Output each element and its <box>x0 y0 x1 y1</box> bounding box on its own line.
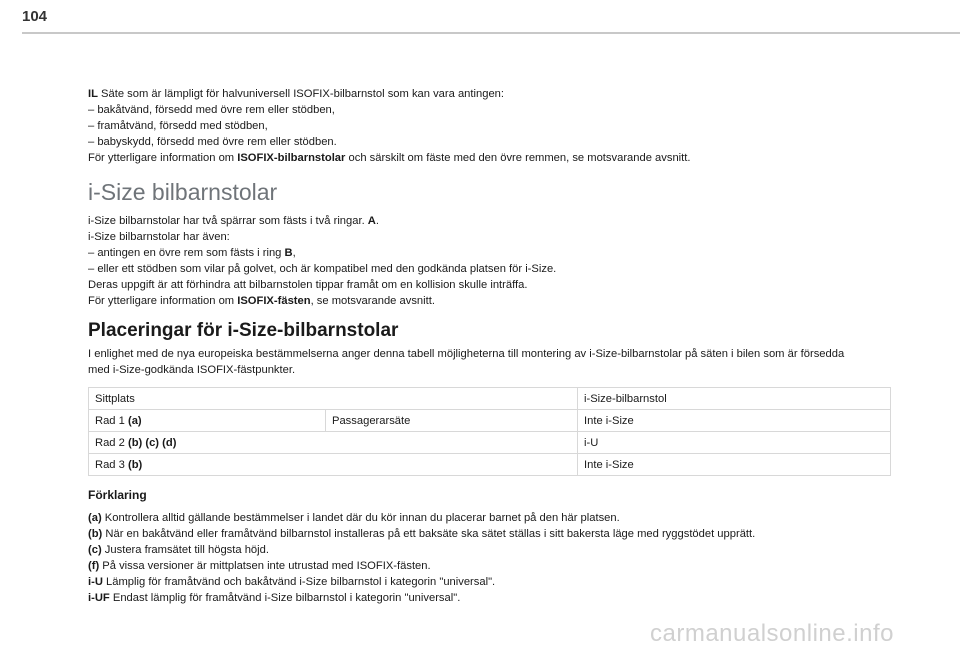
isize-line: – eller ett stödben som vilar på golvet, och är kompatibel med den godkända platsen för i-Size. <box>88 263 557 275</box>
table-cell-seat: Rad 1 (a) <box>89 410 326 432</box>
isize-line: – antingen en övre rem som fästs i ring B, <box>88 247 296 259</box>
isize-reference: För ytterligare information om ISOFIX-fästen, se motsvarande avsnitt. <box>88 295 435 307</box>
table-cell-seat: Rad 3 (b) <box>89 454 578 476</box>
page-content <box>88 86 893 606</box>
top-divider <box>22 32 960 34</box>
isofix-link-text: ISOFIX-bilbarnstolar <box>237 152 346 164</box>
intro-item: – framåtvänd, försedd med stödben, <box>88 120 268 132</box>
isize-line: i-Size bilbarnstolar har två spärrar som fästs i två ringar. A. <box>88 215 379 227</box>
table-row <box>89 432 891 454</box>
intro-line <box>88 86 893 102</box>
legend-item: (c) Justera framsätet till högsta höjd. <box>88 544 269 556</box>
table-header-isize: i-Size-bilbarnstol <box>578 388 891 410</box>
intro-text: Säte som är lämpligt för halvuniversell ISOFIX-bilbarnstol som kan vara antingen: <box>97 88 504 100</box>
table-header-row <box>89 388 891 410</box>
page-number: 104 <box>22 8 48 25</box>
isize-line: i-Size bilbarnstolar har även: <box>88 231 230 243</box>
legend-item: (a) Kontrollera alltid gällande bestämmelser i landet där du kör innan du placerar barnet på den här platsen. <box>88 512 620 524</box>
table-header-seat: Sittplats <box>89 388 578 410</box>
table-cell-value: i-U <box>578 432 891 454</box>
placement-paragraph: I enlighet med de nya europeiska bestämmelserna anger denna tabell möjligheterna till montering av i-Size-bilbarnstolar på säten i bilen som är försedda <box>88 348 845 360</box>
section-heading-placement: Placeringar för i-Size-bilbarnstolar <box>88 320 399 341</box>
intro-item: – bakåtvänd, försedd med övre rem eller stödben, <box>88 104 335 116</box>
intro-item: – babyskydd, försedd med övre rem eller stödben. <box>88 136 337 148</box>
intro-reference: För ytterligare information om ISOFIX-bilbarnstolar och särskilt om fäste med den övre remmen, se motsvarande avsnitt. <box>88 152 691 164</box>
placement-paragraph: med i-Size-godkända ISOFIX-fästpunkter. <box>88 364 296 376</box>
section-heading-isize: i-Size bilbarnstolar <box>88 179 278 205</box>
isize-line: Deras uppgift är att förhindra att bilbarnstolen tippar framåt om en kollision skulle inträffa. <box>88 279 528 291</box>
legend-heading: Förklaring <box>88 488 147 502</box>
legend-item: i-U Lämplig för framåtvänd och bakåtvänd i-Size bilbarnstol i kategorin "universal". <box>88 576 496 588</box>
watermark-logo: carmanualsonline.info <box>650 620 894 647</box>
legend-item: (f) På vissa versioner är mittplatsen inte utrustad med ISOFIX-fästen. <box>88 560 431 572</box>
legend-item: (b) När en bakåtvänd eller framåtvänd bilbarnstol installeras på ett baksäte ska sätet ställas i sitt bakersta läge med ryggstödet upprätt. <box>88 528 756 540</box>
table-cell-seat: Rad 2 (b) (c) (d) <box>89 432 578 454</box>
table-row <box>89 454 891 476</box>
table-cell-value: Inte i-Size <box>578 410 891 432</box>
placement-table <box>88 387 891 476</box>
intro-label: IL <box>88 88 98 100</box>
table-cell-value: Inte i-Size <box>578 454 891 476</box>
legend-item: i-UF Endast lämplig för framåtvänd i-Size bilbarnstol i kategorin "universal". <box>88 592 461 604</box>
table-row <box>89 410 891 432</box>
table-cell-position: Passagerarsäte <box>326 410 578 432</box>
